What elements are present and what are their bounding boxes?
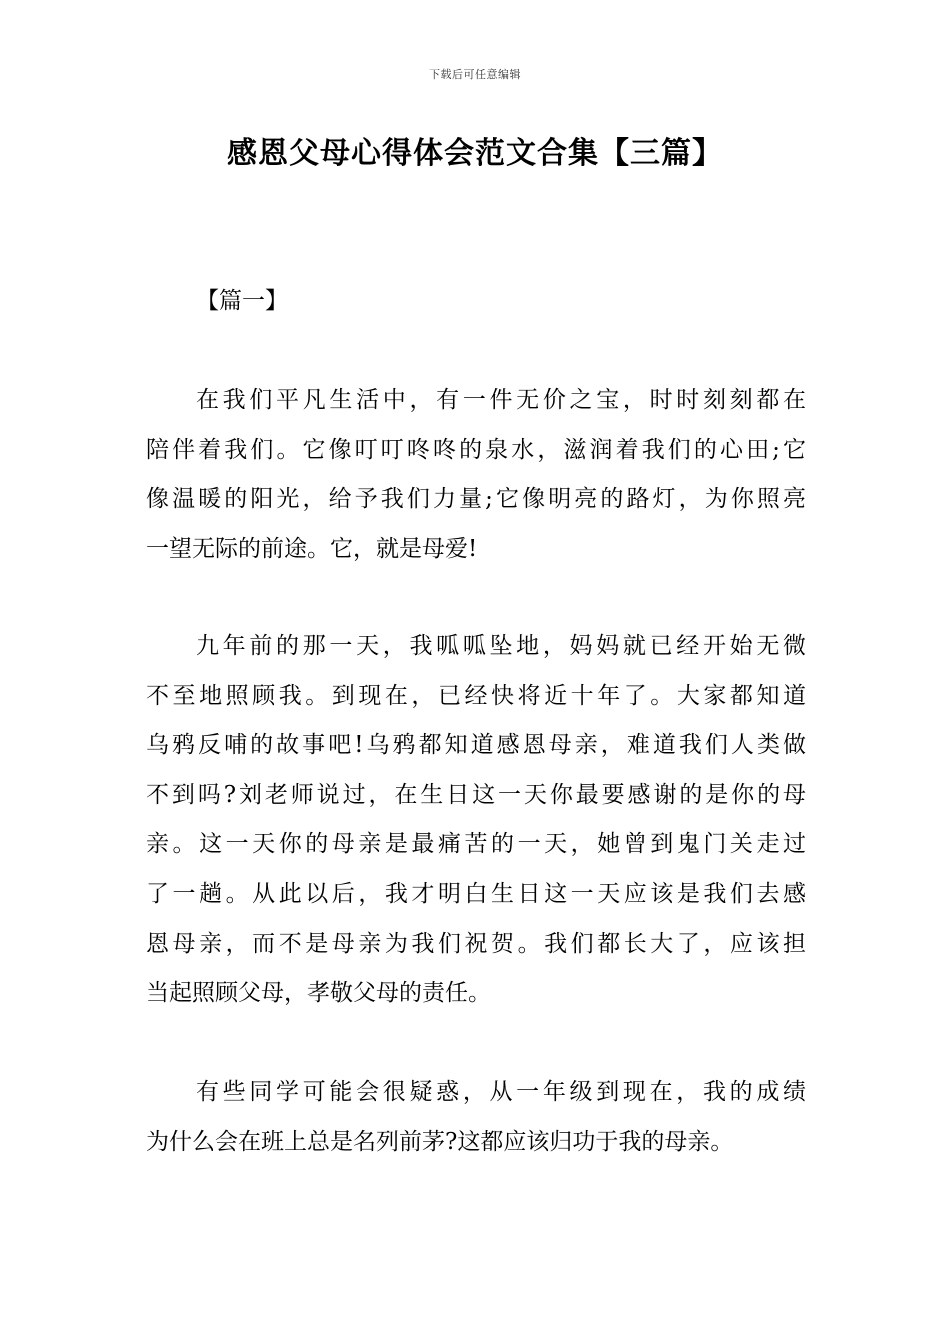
header-note: 下载后可任意编辑 <box>429 68 521 81</box>
paragraph-line: 有些同学可能会很疑惑，从一年级到现在，我的成绩 <box>196 1079 806 1105</box>
paragraph-line: 亲。这一天你的母亲是最痛苦的一天，她曾到鬼门关走过 <box>146 831 806 858</box>
paragraph-line: 当起照顾父母，孝敬父母的责任。 <box>146 980 491 1007</box>
page-title: 感恩父母心得体会范文合集【三篇】 <box>227 136 723 171</box>
paragraph-line: 陪伴着我们。它像叮叮咚咚的泉水，滋润着我们的心田;它 <box>146 436 806 463</box>
paragraph-line: 乌鸦反哺的故事吧!乌鸦都知道感恩母亲，难道我们人类做 <box>146 732 806 759</box>
paragraph-line: 不到吗?刘老师说过，在生日这一天你最要感谢的是你的母 <box>146 781 806 808</box>
section-heading: 【篇一】 <box>196 288 288 314</box>
paragraph-3 <box>146 1068 806 1167</box>
paragraph-line: 恩母亲，而不是母亲为我们祝贺。我们都长大了，应该担 <box>146 930 806 957</box>
paragraph-1 <box>146 376 806 574</box>
paragraph-line: 在我们平凡生活中，有一件无价之宝，时时刻刻都在 <box>196 387 806 413</box>
paragraph-line: 像温暖的阳光，给予我们力量;它像明亮的路灯，为你照亮 <box>146 486 806 513</box>
paragraph-line: 了一趟。从此以后，我才明白生日这一天应该是我们去感 <box>146 880 806 907</box>
paragraph-line: 不至地照顾我。到现在，已经快将近十年了。大家都知道 <box>146 682 806 709</box>
paragraph-line: 一望无际的前途。它，就是母爱! <box>146 535 478 562</box>
paragraph-line: 为什么会在班上总是名列前茅?这都应该归功于我的母亲。 <box>146 1128 734 1155</box>
paragraph-2 <box>146 622 806 1019</box>
paragraph-line: 九年前的那一天，我呱呱坠地，妈妈就已经开始无微 <box>196 633 806 659</box>
